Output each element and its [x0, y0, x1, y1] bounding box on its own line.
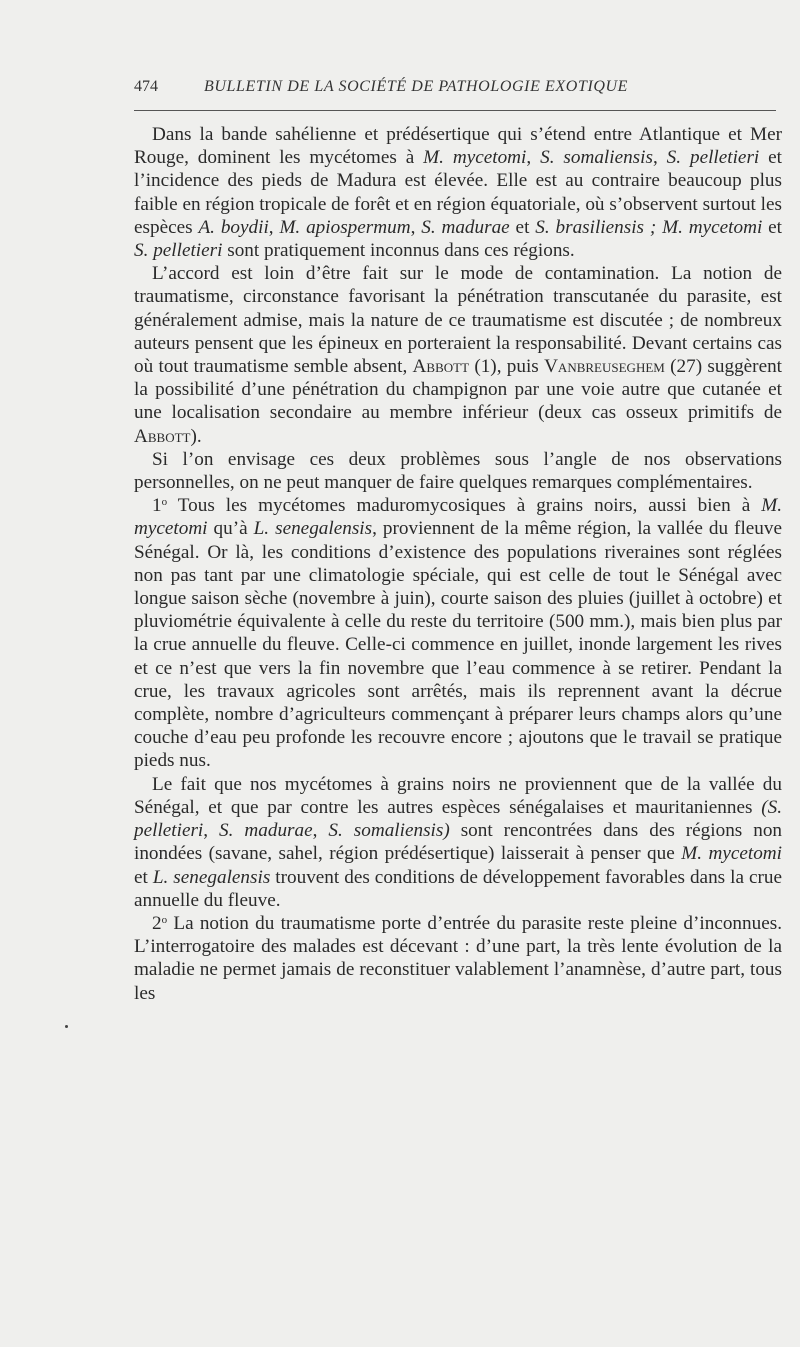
italic-species-name: S. pelletieri	[666, 147, 760, 169]
italic-species-name: M. mycetomi	[423, 147, 527, 169]
italic-species-name: L. senegalensis	[152, 866, 271, 888]
body-text	[134, 123, 782, 1005]
italic-species-name: S. brasiliensis ; M. mycetomi	[535, 216, 763, 238]
text-run: sont rencontrées dans des régions non inondées (savane, sahel, région prédésertique) laisserait à penser que	[134, 820, 783, 865]
paragraph	[134, 912, 782, 1005]
italic-species-name: (S. pelletieri	[134, 796, 782, 842]
author-name: Abbott	[134, 425, 191, 447]
paragraph	[134, 494, 782, 772]
text-run: La notion du traumatisme porte d’entrée du parasite reste pleine d’inconnues. L’interrogatoire des malades est décevant : d’une part, la très lente évolution de la maladie ne permet jamais de reconstituer valablement l’anamnèse, d’autre part, tous les	[134, 912, 782, 1004]
text-run: et	[509, 216, 536, 238]
italic-species-name: M. apiospermum	[279, 216, 411, 238]
paragraph	[134, 123, 782, 262]
text-run: ,	[312, 820, 329, 842]
text-run: sont pratiquement inconnus dans ces régions.	[222, 240, 575, 262]
text-run: 2	[152, 912, 162, 934]
ordinal-marker: o	[161, 496, 168, 509]
page-number: 474	[134, 78, 158, 95]
header-rule	[134, 110, 776, 111]
text-run: Tous les mycétomes maduromycosiques à grains noirs, aussi bien à	[167, 495, 762, 517]
italic-species-name: S. somaliensis	[540, 147, 653, 169]
author-name: Vanbreuseghem	[544, 356, 665, 378]
text-run: et l’incidence des pieds de Madura est élevée. Elle est au contraire beaucoup plus faible en région tropicale de forêt et en région équatoriale, où s’observent surtout les espèces	[134, 147, 783, 238]
text-run: L’accord est loin d’être fait sur le mode de contamination. La notion de traumatisme, circonstance favorisant la pénétration transcutanée du parasite, est généralement admise, mais la nature de ce traumatisme est discutée ; de nombreux auteurs pensent que les épineux en porteraient la responsabilité. Devant certains cas où tout traumatisme semble absent,	[134, 263, 782, 378]
author-name: Abbott	[412, 356, 470, 378]
journal-title: BULLETIN DE LA SOCIÉTÉ DE PATHOLOGIE EXOTIQUE	[204, 78, 629, 95]
italic-species-name: L. senegalensis	[253, 518, 373, 540]
italic-species-name: S. madurae	[219, 820, 313, 842]
text-run: , proviennent de la même région, la vallée du fleuve Sénégal. Or là, les conditions d’existence des populations riveraines sont réglées non pas tant par une climatologie spéciale, qui est celle de tout le Sénégal avec longue saison sèche (novembre à juin), courte saison des pluies (juillet à octobre) et pluviométrie équivalente à celle du reste du territoire (500 mm.), mais bien plus par la crue annuelle du fleuve. Celle-ci commence en juillet, inonde largement les rives et ce n’est que vers la fin novembre que l’eau commence à se retirer. Pendant la crue, les travaux agricoles sont arrêtés, mais ils reprennent avant la décrue complète, nombre d’agriculteurs commençant à préparer leurs champs alors qu’une couche d’eau peu profonde les recouvre encore ; ajoutons que le travail se pratique pieds nus.	[134, 518, 782, 772]
text-run: ,	[410, 216, 422, 238]
italic-species-name: M. mycetomi	[681, 843, 782, 865]
italic-species-name: S. somaliensis)	[328, 820, 450, 842]
italic-species-name: M. mycetomi	[134, 495, 782, 540]
text-run: (27) suggèrent la possibilité d’une pénétration du champignon par une voie autre que cutanée et une localisation secondaire au membre inférieur (deux cas osseux primitifs de	[134, 356, 783, 424]
text-run: Si l’on envisage ces deux problèmes sous l’angle de nos observations personnelles, on ne peut manquer de faire quelques remarques complémentaires.	[134, 448, 782, 494]
italic-species-name: A. boydii	[198, 216, 269, 238]
text-run: ,	[268, 216, 280, 238]
margin-speck	[65, 1025, 68, 1028]
text-run: 1	[152, 495, 162, 517]
text-run: et	[134, 866, 153, 888]
text-run: ,	[652, 147, 667, 169]
text-run: ,	[526, 147, 541, 169]
paragraph	[134, 773, 782, 912]
text-run: ).	[190, 425, 202, 447]
paragraph	[134, 262, 782, 448]
text-run: et	[762, 216, 782, 238]
paragraph	[134, 448, 782, 494]
text-run: Dans la bande sahélienne et prédésertique qui s’étend entre Atlantique et Mer Rouge, dominent les mycétomes à	[134, 124, 782, 169]
text-run: (1), puis	[469, 356, 545, 378]
italic-species-name: S. pelletieri	[134, 240, 223, 262]
text-run: qu’à	[207, 518, 254, 540]
text-run: ,	[203, 820, 220, 842]
ordinal-marker: o	[161, 913, 168, 926]
italic-species-name: S. madurae	[421, 216, 510, 238]
text-run: trouvent des conditions de développement favorables dans la crue annuelle du fleuve.	[134, 866, 782, 911]
text-run: Le fait que nos mycétomes à grains noirs ne proviennent que de la vallée du Sénégal, et que par contre les autres espèces sénégalaises et mauritaniennes	[134, 773, 782, 818]
